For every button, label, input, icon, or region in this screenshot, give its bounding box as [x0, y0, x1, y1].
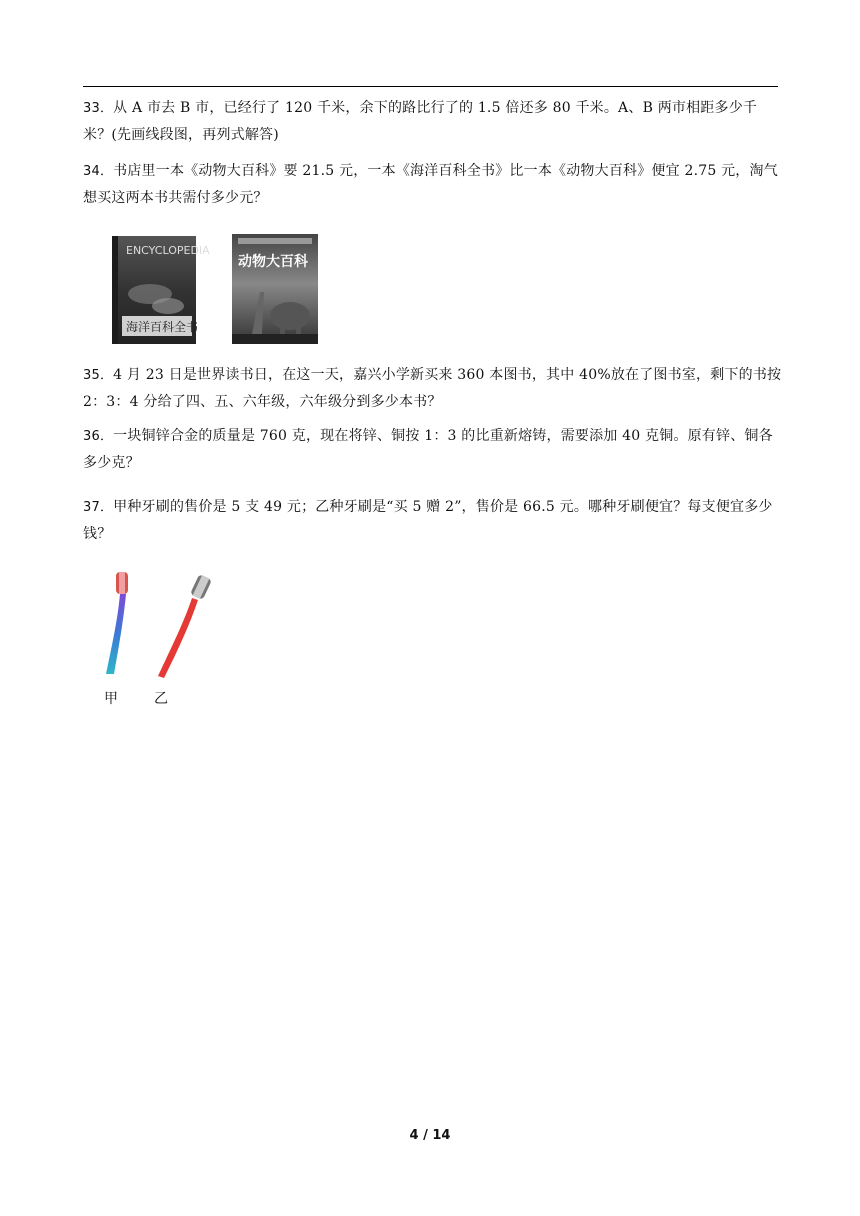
question-number: 33． — [83, 101, 114, 116]
question-text: 甲种牙刷的售价是 5 支 49 元；乙种牙刷是“买 5 赠 2”，售价是 66.5 元。哪种牙刷便宜？每支便宜多少钱？ — [83, 499, 773, 542]
question-text: 一块铜锌合金的质量是 760 克，现在将锌、铜按 1：3 的比重新熔铸，需要添加 40 克铜。原有锌、铜各多少克？ — [83, 428, 773, 471]
toothbrush-icons — [92, 566, 222, 684]
question-number: 34． — [83, 164, 114, 179]
question-35 — [83, 362, 783, 416]
animal-encyclopedia-book — [232, 234, 318, 344]
toothbrush-figure — [92, 566, 222, 712]
page-number: 4 / 14 — [409, 1128, 451, 1143]
ocean-encyclopedia-book — [112, 236, 210, 344]
cover-en-text: ENCYCLOPEDIA — [126, 244, 210, 257]
question-text: 书店里一本《动物大百科》要 21.5 元，一本《海洋百科全书》比一本《动物大百科》便宜 2.75 元，淘气想买这两本书共需付多少元？ — [83, 163, 778, 206]
label-a: 甲 — [104, 691, 118, 707]
toothbrush-b-icon — [158, 574, 212, 678]
book-covers-image — [112, 234, 322, 346]
question-36 — [83, 423, 783, 477]
question-number: 36． — [83, 429, 114, 444]
question-34 — [83, 158, 783, 212]
question-text: 4 月 23 日是世界读书日，在这一天，嘉兴小学新买来 360 本图书，其中 40%放在了图书室，剩下的书按 2：3：4 分给了四、五、六年级，六年级分到多少本书？ — [83, 367, 782, 410]
question-number: 37． — [83, 500, 114, 515]
cover-title-text: 动物大百科 — [238, 254, 308, 270]
question-text: 从 A 市去 B 市，已经行了 120 千米，余下的路比行了的 1.5 倍还多 80 千米。A、B 两市相距多少千米？(先画线段图，再列式解答) — [83, 100, 758, 143]
header-rule — [83, 86, 778, 87]
question-number: 35． — [83, 368, 114, 383]
question-33 — [83, 95, 783, 149]
cover-cn-text: 海洋百科全书 — [126, 320, 199, 334]
label-b: 乙 — [154, 691, 168, 707]
question-37 — [83, 494, 783, 548]
toothbrush-a-icon — [106, 572, 128, 674]
